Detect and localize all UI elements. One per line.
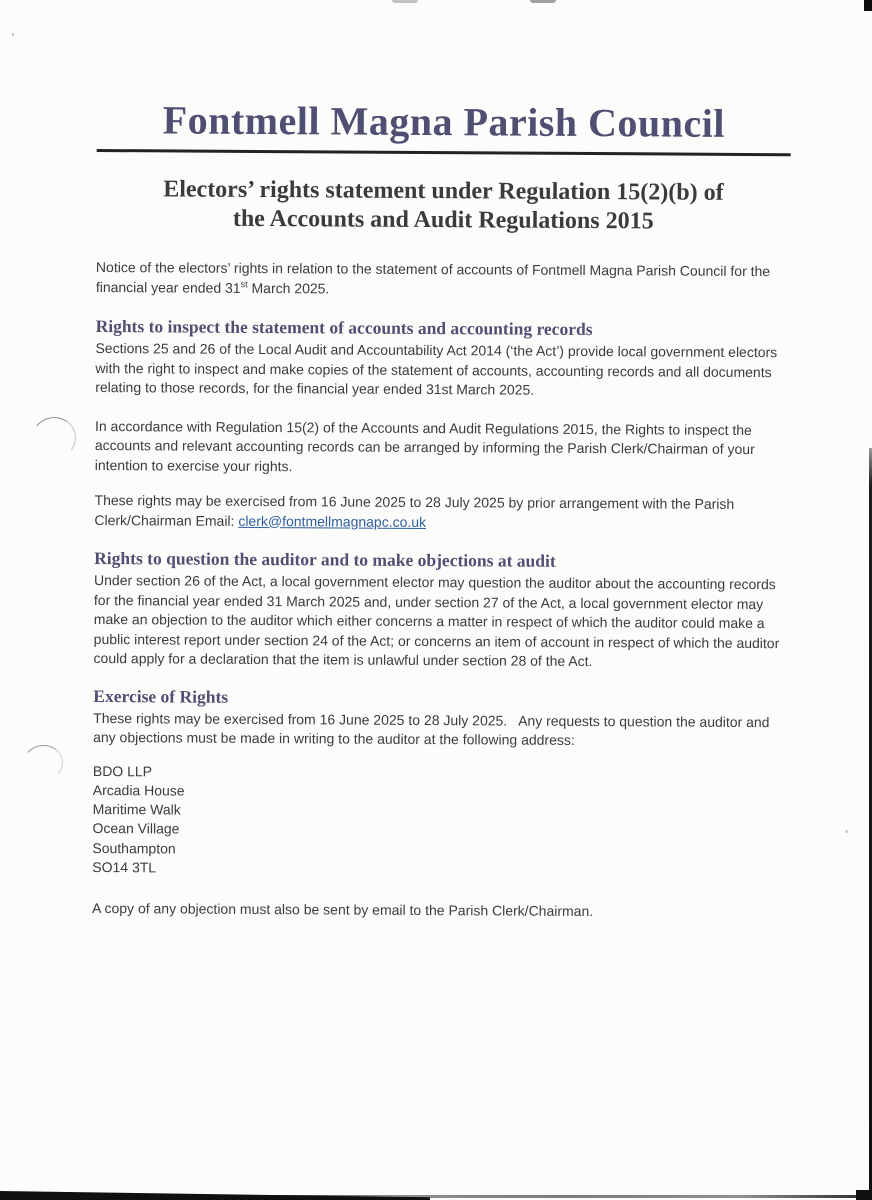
inspect-rights-contact-paragraph [94, 491, 788, 534]
contact-text: These rights may be exercised from 16 June 2025 to 28 July 2025 by prior arrangement with the Parish Clerk/Chairman Email: [94, 491, 739, 529]
scan-artifact-arc-mark [21, 743, 65, 783]
scan-artifact-corner-mark [864, 0, 872, 11]
page-title: Fontmell Magna Parish Council [162, 97, 726, 146]
address-line: Ocean Village [92, 820, 180, 837]
section-heading-question-auditor: Rights to question the auditor and to make objections at audit [94, 547, 556, 571]
exercise-of-rights-paragraph: These rights may be exercised from 16 June 2025 to 28 July 2025. Any requests to question the auditor and any objections must be made in writing to the auditor at the following address: [93, 709, 774, 748]
document-subtitle-line2: the Accounts and Audit Regulations 2015 [232, 205, 654, 235]
scan-artifact-corner-mark [856, 1190, 872, 1200]
document-content [92, 98, 791, 923]
intro-paragraph [96, 258, 790, 301]
question-auditor-paragraph: Under section 26 of the Act, a local government elector may question the auditor about the accounting records for the financial year ended 31 March 2025 and, under section 27 of the Act, a local government elector may make an objection to the auditor which either concerns a matter in respect of which the auditor could make a public interest report under section 24 of the Act; or concerns an item of account in respect of which the auditor could apply for a declaration that the item is unlawful under section 28 of the Act. [93, 571, 784, 670]
inspect-rights-paragraph-1: Sections 25 and 26 of the Local Audit and Accountability Act 2014 (‘the Act’) provide local government electors with the right to inspect and make copies of the statement of accounts, accounting records and all documents relating to those records, for the financial year ended 31st March 2025. [95, 339, 782, 398]
inspect-rights-paragraph-2: In accordance with Regulation 15(2) of the Accounts and Audit Regulations 2015, the Rights to inspect the accounts and relevant accounting records can be arranged by informing the Parish Clerk/Chairman of your intention to exercise your rights. [94, 417, 759, 474]
intro-text-after: March 2025. [247, 279, 330, 296]
intro-text-before: Notice of the electors’ rights in relation to the statement of accounts of Fontmell Magna Parish Council for the financial year ended 31 [95, 258, 775, 296]
scan-artifact-smudge [392, 0, 418, 3]
scan-artifact-speck [845, 830, 848, 833]
address-line: Southampton [92, 839, 176, 857]
address-line: Arcadia House [92, 781, 185, 799]
scan-artifact-arc-mark [29, 414, 78, 462]
document-subtitle [96, 175, 790, 237]
title-divider [97, 149, 791, 156]
scan-artifact-bottom-edge-shadow [0, 1191, 430, 1200]
scan-artifact-smudge [530, 0, 556, 3]
document-subtitle-line1: Electors’ rights statement under Regulation 15(2)(b) of [163, 176, 724, 206]
section-heading-inspect-rights: Rights to inspect the statement of accounts and accounting records [95, 315, 593, 340]
address-line: BDO LLP [92, 762, 153, 779]
ordinal-superscript: st [240, 278, 248, 289]
clerk-email-link[interactable]: clerk@fontmellmagnapc.co.uk [238, 512, 427, 530]
address-line: SO14 3TL [92, 858, 157, 876]
closing-paragraph: A copy of any objection must also be sent by email to the Parish Clerk/Chairman. [92, 900, 594, 920]
section-heading-exercise-of-rights: Exercise of Rights [93, 685, 229, 707]
auditor-address-block [92, 761, 787, 881]
address-line: Maritime Walk [92, 801, 181, 818]
scan-artifact-bottom-edge-shadow [0, 1195, 872, 1198]
scan-artifact-speck [12, 33, 14, 36]
